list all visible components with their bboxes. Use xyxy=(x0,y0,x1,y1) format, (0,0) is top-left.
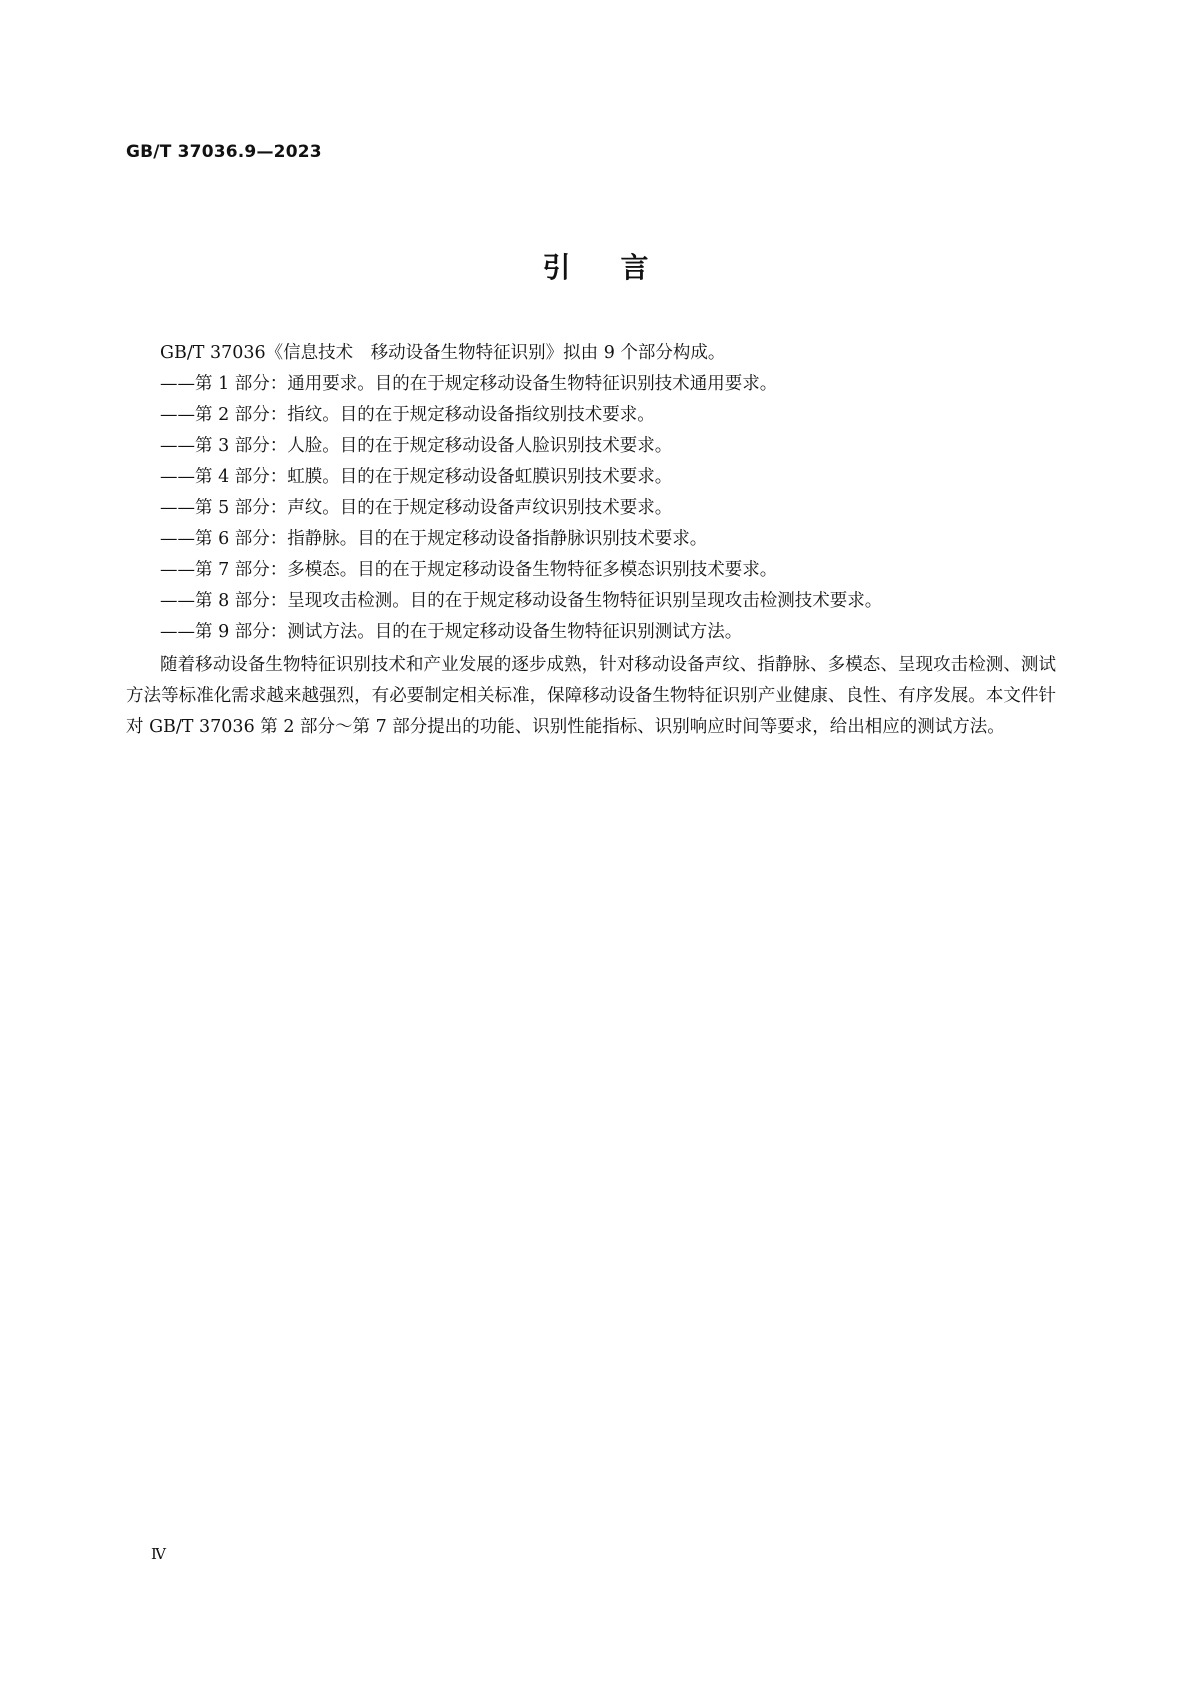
part-item-7: ——第 7 部分：多模态。目的在于规定移动设备生物特征多模态识别技术要求。 xyxy=(160,560,778,580)
part-item-2: ——第 2 部分：指纹。目的在于规定移动设备指纹别技术要求。 xyxy=(160,405,655,425)
intro-line: GB/T 37036《信息技术 移动设备生物特征识别》拟由 9 个部分构成。 xyxy=(160,343,726,363)
page-title: 引言 xyxy=(542,251,699,284)
part-item-9: ——第 9 部分：测试方法。目的在于规定移动设备生物特征识别测试方法。 xyxy=(160,622,743,642)
page-number: Ⅳ xyxy=(151,1545,166,1563)
part-item-5: ——第 5 部分：声纹。目的在于规定移动设备声纹识别技术要求。 xyxy=(160,498,673,518)
part-item-6: ——第 6 部分：指静脉。目的在于规定移动设备指静脉识别技术要求。 xyxy=(160,529,708,549)
part-item-4: ——第 4 部分：虹膜。目的在于规定移动设备虹膜识别技术要求。 xyxy=(160,467,673,487)
body-paragraph: 随着移动设备生物特征识别技术和产业发展的逐步成熟，针对移动设备声纹、指静脉、多模态、呈现攻击检测、测试方法等标准化需求越来越强烈，有必要制定相关标准，保障移动设备生物特征识别产业健康、良性、有序发展。本文件针对 GB/T 37036 第 2 部分～第 7 部分提出的功能、识别性能指标、识别响应时间等要求，给出相应的测试方法。 xyxy=(126,655,1056,737)
part-item-8: ——第 8 部分：呈现攻击检测。目的在于规定移动设备生物特征识别呈现攻击检测技术要求。 xyxy=(160,591,883,611)
body-content xyxy=(126,338,1056,743)
part-item-1: ——第 1 部分：通用要求。目的在于规定移动设备生物特征识别技术通用要求。 xyxy=(160,374,778,394)
document-number: GB/T 37036.9—2023 xyxy=(126,142,322,162)
part-item-3: ——第 3 部分：人脸。目的在于规定移动设备人脸识别技术要求。 xyxy=(160,436,673,456)
